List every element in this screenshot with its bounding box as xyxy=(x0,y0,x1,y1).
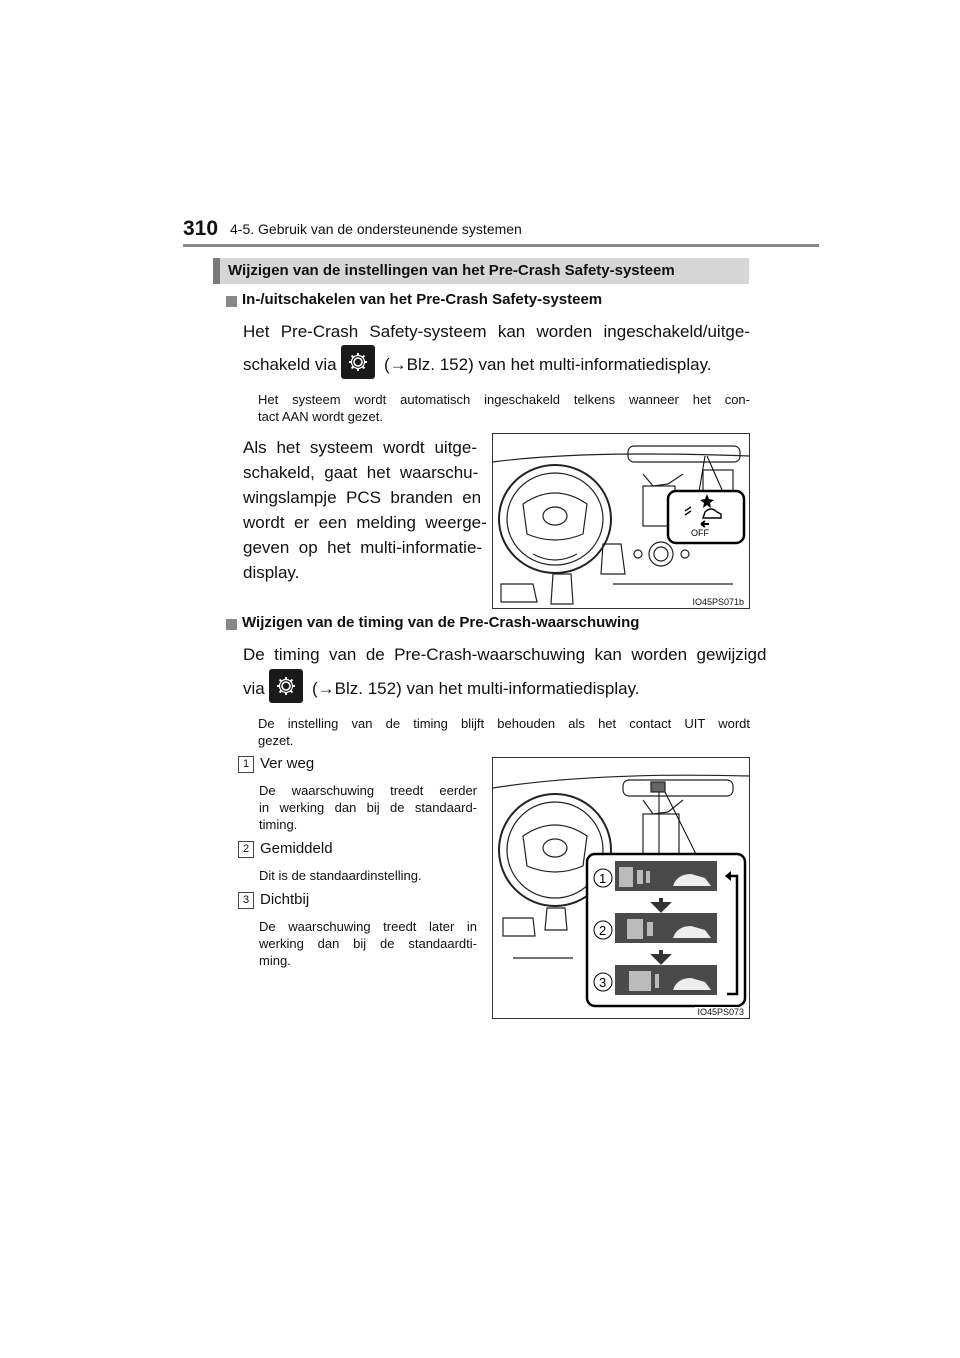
option-description xyxy=(259,918,477,969)
figure-number: 2 xyxy=(599,923,607,938)
part2-line2-post: (→Blz. 152) van het multi-informatiedisplay. xyxy=(312,679,640,698)
part1-line2-post: (→Blz. 152) van het multi-informatiedisplay. xyxy=(384,355,712,374)
square-bullet-icon xyxy=(226,296,237,307)
page-number: 310 xyxy=(183,217,219,240)
option-desc-line: in werking dan bij de standaard- xyxy=(259,800,477,815)
part1-heading: In-/uitschakelen van het Pre-Crash Safety-systeem xyxy=(242,291,603,308)
part1-para-line: wingslampje PCS branden en xyxy=(243,488,482,507)
part2-line1: De timing van de Pre-Crash-waarschuwing kan worden gewijzigd xyxy=(243,645,767,664)
option-label: Ver weg xyxy=(260,755,315,772)
part1-note-line1: Het systeem wordt automatisch ingeschakeld telkens wanneer het con- xyxy=(258,392,750,407)
figure-code: IO45PS073 xyxy=(697,1007,744,1017)
square-bullet-icon xyxy=(226,619,237,630)
part1-note-line2: tact AAN wordt gezet. xyxy=(258,409,384,424)
figure-off-label: OFF xyxy=(691,528,709,538)
figure-pcs-off xyxy=(492,433,750,609)
option-desc-line: werking dan bij de standaardti- xyxy=(259,936,477,951)
figure-warning-timing xyxy=(492,757,750,1019)
figure-number: 1 xyxy=(599,871,607,886)
section-title: Wijzigen van de instellingen van het Pre-Crash Safety-systeem xyxy=(228,262,675,279)
option-desc-line: De waarschuwing treedt later in xyxy=(259,919,477,934)
part1-para-line: Als het systeem wordt uitge- xyxy=(243,438,477,457)
part2-note-line2: gezet. xyxy=(258,733,294,748)
part1-paragraph xyxy=(243,435,487,585)
dashboard-illustration xyxy=(493,434,749,608)
gear-icon xyxy=(269,669,303,703)
part1-para-line: geven op het multi-informatie- xyxy=(243,538,483,557)
option-desc-line: Dit is de standaardinstelling. xyxy=(259,868,422,883)
figure-code: IO45PS071b xyxy=(692,597,744,607)
part1-para-line: wordt er een melding weerge- xyxy=(243,513,487,532)
part1-line1: Het Pre-Crash Safety-systeem kan worden ingeschakeld/uitge- xyxy=(243,322,750,341)
option-desc-line: ming. xyxy=(259,953,291,968)
option-label: Gemiddeld xyxy=(260,840,333,857)
gear-icon xyxy=(341,345,375,379)
option-number-box: 1 xyxy=(238,756,254,773)
chapter-title: 4-5. Gebruik van de ondersteunende systemen xyxy=(230,221,522,237)
part1-para-line: schakeld, gaat het waarschu- xyxy=(243,463,479,482)
option-desc-line: De waarschuwing treedt eerder xyxy=(259,783,477,798)
part1-para-line: display. xyxy=(243,563,300,582)
timing-illustration xyxy=(493,758,749,1018)
option-number-box: 3 xyxy=(238,892,254,909)
part2-heading: Wijzigen van de timing van de Pre-Crash-waarschuwing xyxy=(242,614,640,631)
option-description xyxy=(259,782,477,833)
section-bar-accent xyxy=(213,258,220,284)
header-rule xyxy=(183,244,819,247)
part2-line2-pre: via xyxy=(243,679,265,698)
option-desc-line: timing. xyxy=(259,817,298,832)
option-number-box: 2 xyxy=(238,841,254,858)
part2-note-line1: De instelling van de timing blijft behouden als het contact UIT wordt xyxy=(258,716,750,731)
option-label: Dichtbij xyxy=(260,891,310,908)
figure-number: 3 xyxy=(599,975,607,990)
part1-line2-pre: schakeld via xyxy=(243,355,337,374)
